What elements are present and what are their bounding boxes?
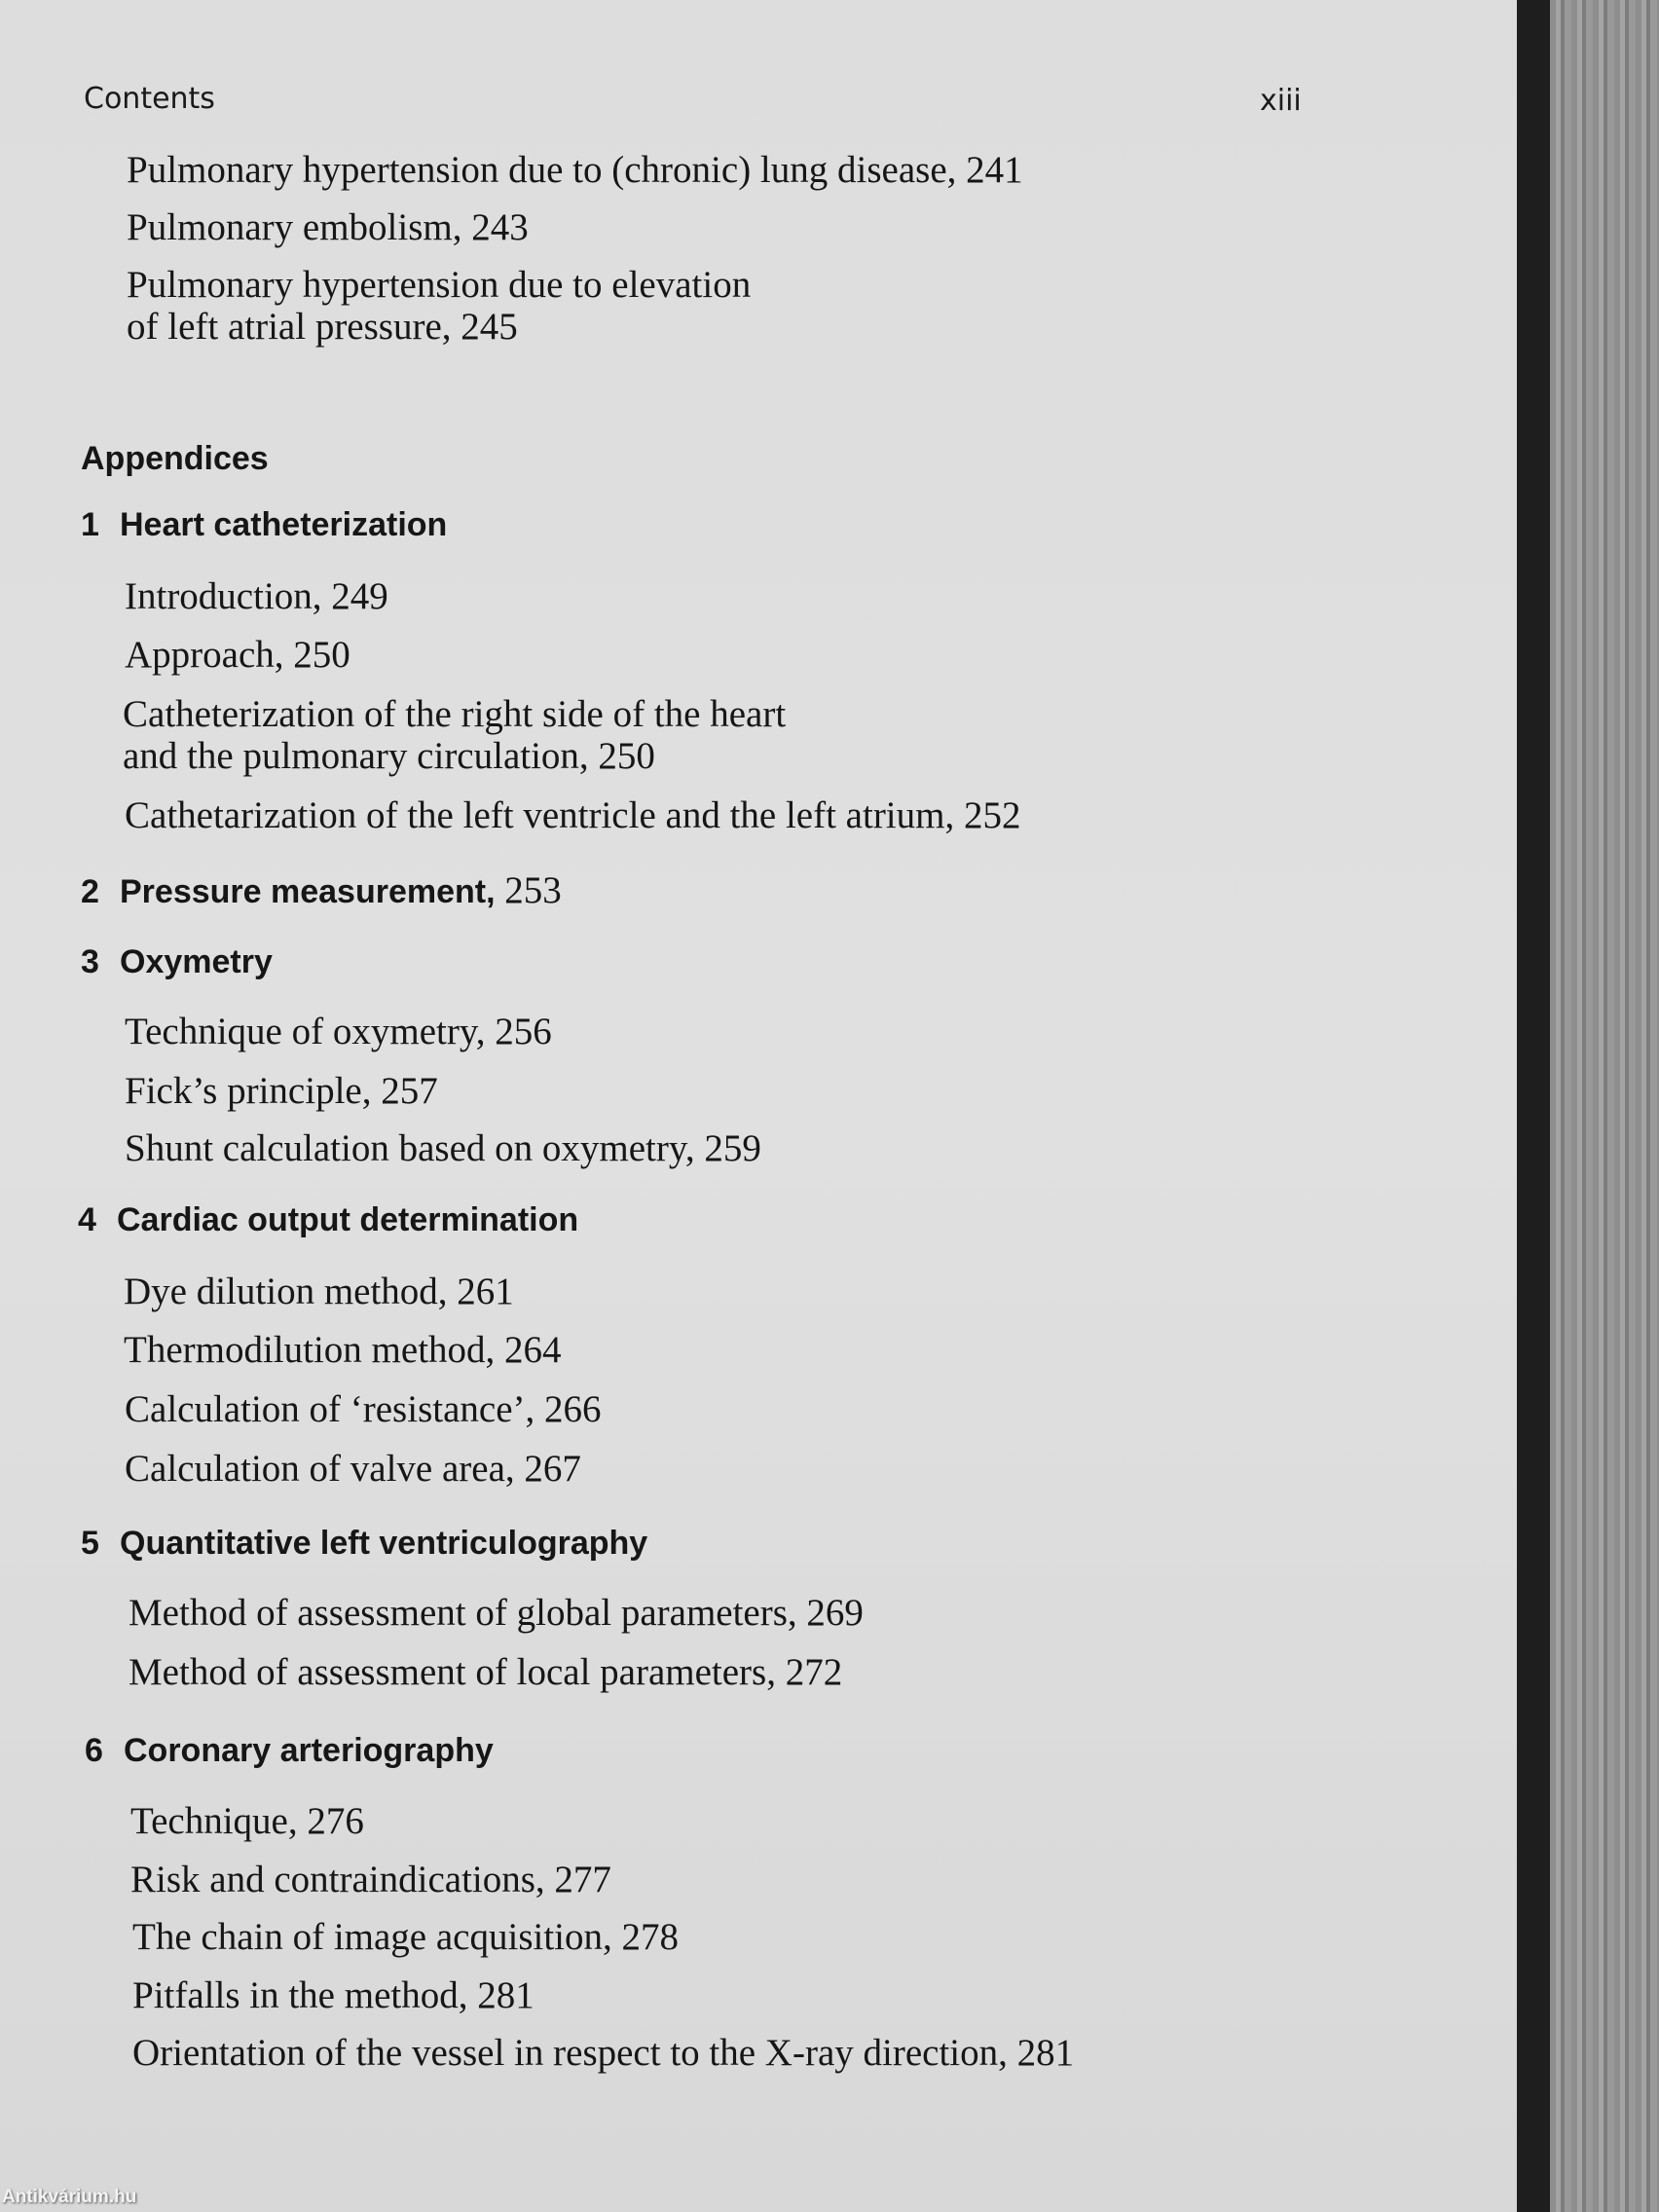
toc-entry: Approach, 250: [125, 634, 350, 676]
toc-entry: of left atrial pressure, 245: [127, 306, 518, 348]
watermark: Antikvárium.hu: [2, 2187, 137, 2207]
appendix-heading: [81, 868, 562, 912]
background-surface: [1550, 0, 1659, 2212]
toc-entry: Pitfalls in the method, 281: [132, 1974, 535, 2016]
toc-entry: Technique, 276: [130, 1800, 364, 1842]
page-number: xiii: [1260, 84, 1302, 118]
appendix-number: 5: [81, 1525, 99, 1562]
appendix-title: Heart catheterization: [120, 506, 448, 543]
toc-entry: Calculation of ‘resistance’, 266: [125, 1388, 602, 1430]
toc-entry: Risk and contraindications, 277: [130, 1859, 611, 1900]
toc-entry: Thermodilution method, 264: [124, 1329, 562, 1371]
toc-entry: Technique of oxymetry, 256: [125, 1011, 552, 1052]
appendix-title: Quantitative left ventriculography: [120, 1525, 648, 1562]
toc-entry: Orientation of the vessel in respect to the X-ray direction, 281: [132, 2032, 1075, 2074]
appendix-number: 1: [81, 506, 99, 543]
appendix-heading: [81, 506, 447, 544]
appendix-number: 2: [81, 873, 99, 910]
toc-entry: Method of assessment of local parameters, 272: [129, 1651, 843, 1693]
appendix-title: Oxymetry: [120, 943, 273, 980]
appendix-number: 4: [78, 1201, 96, 1238]
appendix-number: 6: [85, 1732, 103, 1769]
appendix-page: 253: [495, 869, 562, 911]
appendix-heading: [78, 1201, 578, 1239]
appendix-title: Cardiac output determination: [117, 1201, 579, 1238]
toc-entry: and the pulmonary circulation, 250: [123, 735, 655, 777]
part-heading: Appendices: [81, 440, 269, 477]
toc-entry: Shunt calculation based on oxymetry, 259: [125, 1127, 761, 1169]
toc-entry: Pulmonary embolism, 243: [127, 206, 529, 248]
appendix-title: Coronary arteriography: [124, 1732, 494, 1769]
toc-entry: Pulmonary hypertension due to (chronic) lung disease, 241: [127, 149, 1023, 191]
toc-entry: Cathetarization of the left ventricle and the left atrium, 252: [125, 794, 1021, 836]
toc-entry: The chain of image acquisition, 278: [132, 1916, 680, 1958]
appendix-heading: [81, 943, 273, 981]
appendix-heading: [85, 1732, 494, 1770]
toc-entry: Pulmonary hypertension due to elevation: [127, 264, 752, 306]
appendix-heading: [81, 1525, 647, 1563]
appendix-title: Pressure measurement,: [120, 873, 496, 910]
toc-entry: Dye dilution method, 261: [124, 1271, 514, 1312]
toc-entry: Fick’s principle, 257: [125, 1070, 438, 1112]
book-binding: [1517, 0, 1550, 2212]
appendix-number: 3: [81, 943, 99, 980]
running-header: Contents: [84, 82, 215, 116]
toc-entry: Introduction, 249: [125, 575, 388, 617]
toc-entry: Method of assessment of global parameters, 269: [129, 1592, 864, 1634]
toc-entry: Catheterization of the right side of the heart: [123, 693, 787, 735]
toc-entry: Calculation of valve area, 267: [125, 1448, 581, 1490]
